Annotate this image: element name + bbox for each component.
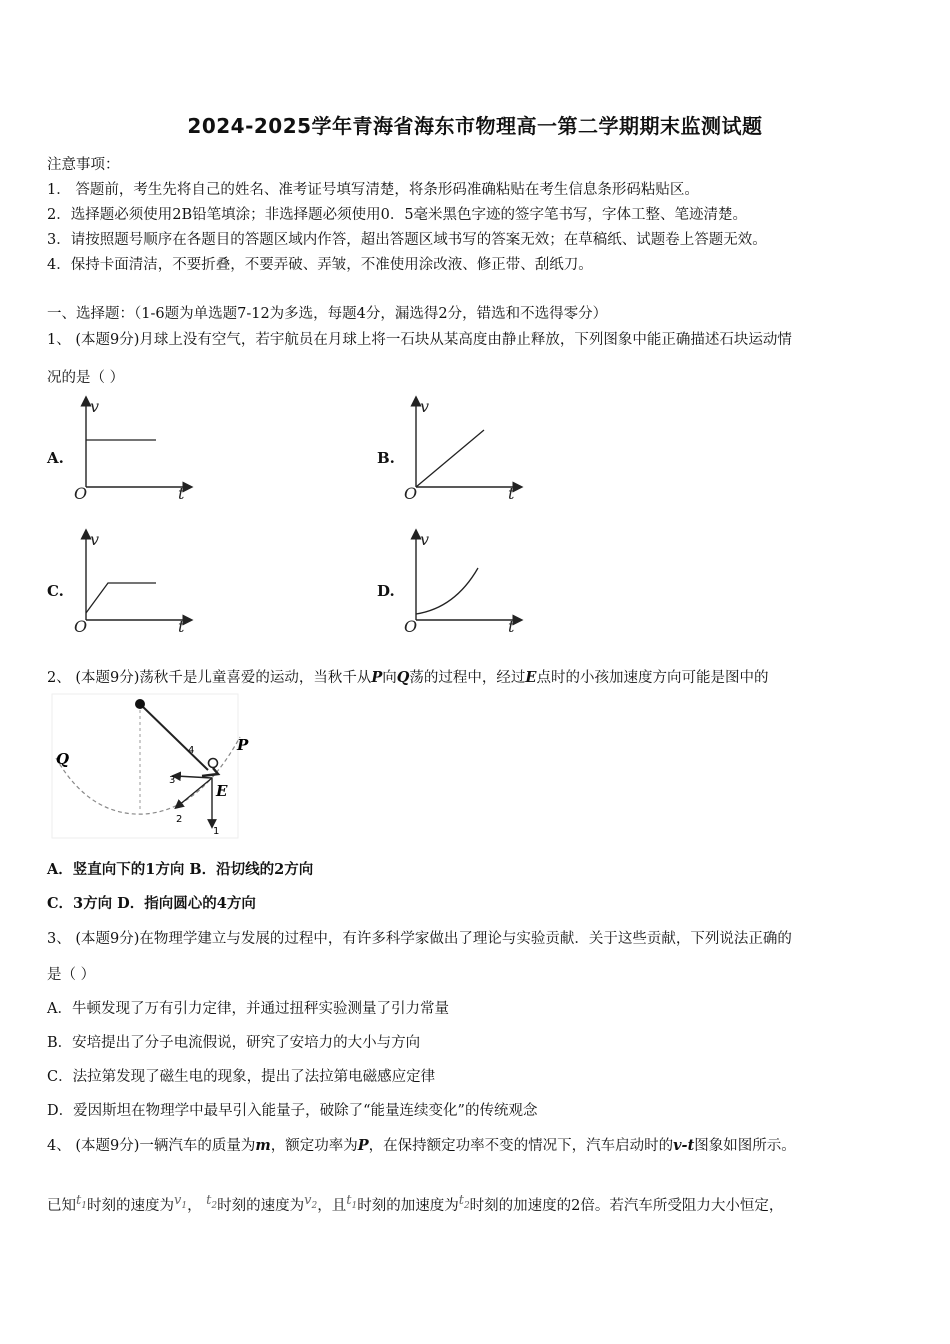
q1-option-d-label: D. xyxy=(377,582,395,600)
q1-graph-b xyxy=(400,395,530,505)
q1-option-b-label: B. xyxy=(377,449,395,467)
q1-stem: 1、 (本题9分)月球上没有空气，若宇航员在月球上将一石块从某高度由静止释放，下列图象中能正确描述石块运动情 xyxy=(47,332,792,348)
graph-curve xyxy=(416,568,478,614)
axis-v-label: v xyxy=(420,530,430,549)
arrow-label-2: 2 xyxy=(176,814,183,825)
q1-graph-d xyxy=(400,528,530,638)
axis-v-label: v xyxy=(90,397,100,416)
label-p: P xyxy=(237,736,249,754)
origin-label: O xyxy=(74,617,88,636)
origin-label: O xyxy=(404,617,418,636)
q1-graph-c xyxy=(70,528,200,638)
axis-t-label: t xyxy=(178,617,185,636)
q1-option-c-label: C. xyxy=(47,582,64,600)
graph-curve xyxy=(86,583,156,613)
q4-stem-cont: 已知$t_1$时刻的速度为$v_1$， $t_2$时刻的速度为$v_2$，且$t_1$时刻的加速度为$t_2$时刻的加速度的2倍。若汽车所受阻力大小恒定， xyxy=(47,1193,784,1214)
axis-t-label: t xyxy=(508,617,515,636)
q2-swing-figure xyxy=(50,692,260,842)
q3-option-c: C．法拉第发现了磁生电的现象，提出了法拉第电磁感应定律 xyxy=(47,1069,436,1085)
q1-graph-a xyxy=(70,395,200,505)
axis-t-label: t xyxy=(508,484,515,503)
axis-t-label: t xyxy=(178,484,185,503)
page-title: 2024-2025学年青海省海东市物理高一第二学期期末监测试题 xyxy=(187,114,763,138)
graph-curve xyxy=(416,430,484,487)
q3-stem: 3、 (本题9分)在物理学建立与发展的过程中，有许多科学家做出了理论与实验贡献．关于这些贡献，下列说法正确的 xyxy=(47,931,792,947)
arrow-label-3: 3 xyxy=(169,775,176,786)
notice-item: 4．保持卡面清洁，不要折叠，不要弄破、弄皱，不准使用涂改液、修正带、刮纸刀。 xyxy=(47,257,593,273)
q2-stem: 2、 (本题9分)荡秋千是儿童喜爱的运动，当秋千从P向Q荡的过程中，经过E点时的小孩加速度方向可能是图中的 xyxy=(47,669,769,686)
q2-options-ab: A．竖直向下的1方向 B．沿切线的2方向 xyxy=(47,861,314,878)
arrow-label-1: 1 xyxy=(213,826,220,837)
q3-option-b: B．安培提出了分子电流假说，研究了安培力的大小与方向 xyxy=(47,1035,421,1051)
q4-stem: 4、 (本题9分)一辆汽车的质量为m，额定功率为P，在保持额定功率不变的情况下，汽车启动时的v-t图象如图所示。 xyxy=(47,1137,796,1154)
q1-stem-cont: 况的是（ ） xyxy=(47,370,125,386)
q3-stem-cont: 是（ ） xyxy=(47,967,96,983)
q1-option-a-label: A. xyxy=(47,449,64,467)
notice-item: 3．请按照题号顺序在各题目的答题区域内作答，超出答题区域书写的答案无效；在草稿纸、试题卷上答题无效。 xyxy=(47,232,767,248)
q3-option-a: A．牛顿发现了万有引力定律，并通过扭秤实验测量了引力常量 xyxy=(47,1001,449,1017)
axis-v-label: v xyxy=(420,397,430,416)
q2-options-cd: C．3方向 D．指向圆心的4方向 xyxy=(47,895,256,912)
arrow-label-4: 4 xyxy=(188,745,195,756)
notice-item: 1． 答题前，考生先将自己的姓名、准考证号填写清楚，将条形码准确粘贴在考生信息条形码粘贴区。 xyxy=(47,182,699,198)
q3-option-d: D．爱因斯坦在物理学中最早引入能量子，破除了“能量连续变化”的传统观念 xyxy=(47,1103,538,1119)
label-e: E xyxy=(216,782,228,800)
axis-v-label: v xyxy=(90,530,100,549)
notice-heading: 注意事项： xyxy=(47,157,120,173)
origin-label: O xyxy=(74,484,88,503)
section-heading: 一、选择题：（1-6题为单选题7-12为多选，每题4分，漏选得2分，错选和不选得零分） xyxy=(47,306,608,322)
label-q: Q xyxy=(56,750,70,768)
notice-item: 2．选择题必须使用2B铅笔填涂；非选择题必须使用0．5毫米黑色字迹的签字笔书写，字体工整、笔迹清楚。 xyxy=(47,207,748,223)
pivot-dot xyxy=(135,699,145,709)
origin-label: O xyxy=(404,484,418,503)
